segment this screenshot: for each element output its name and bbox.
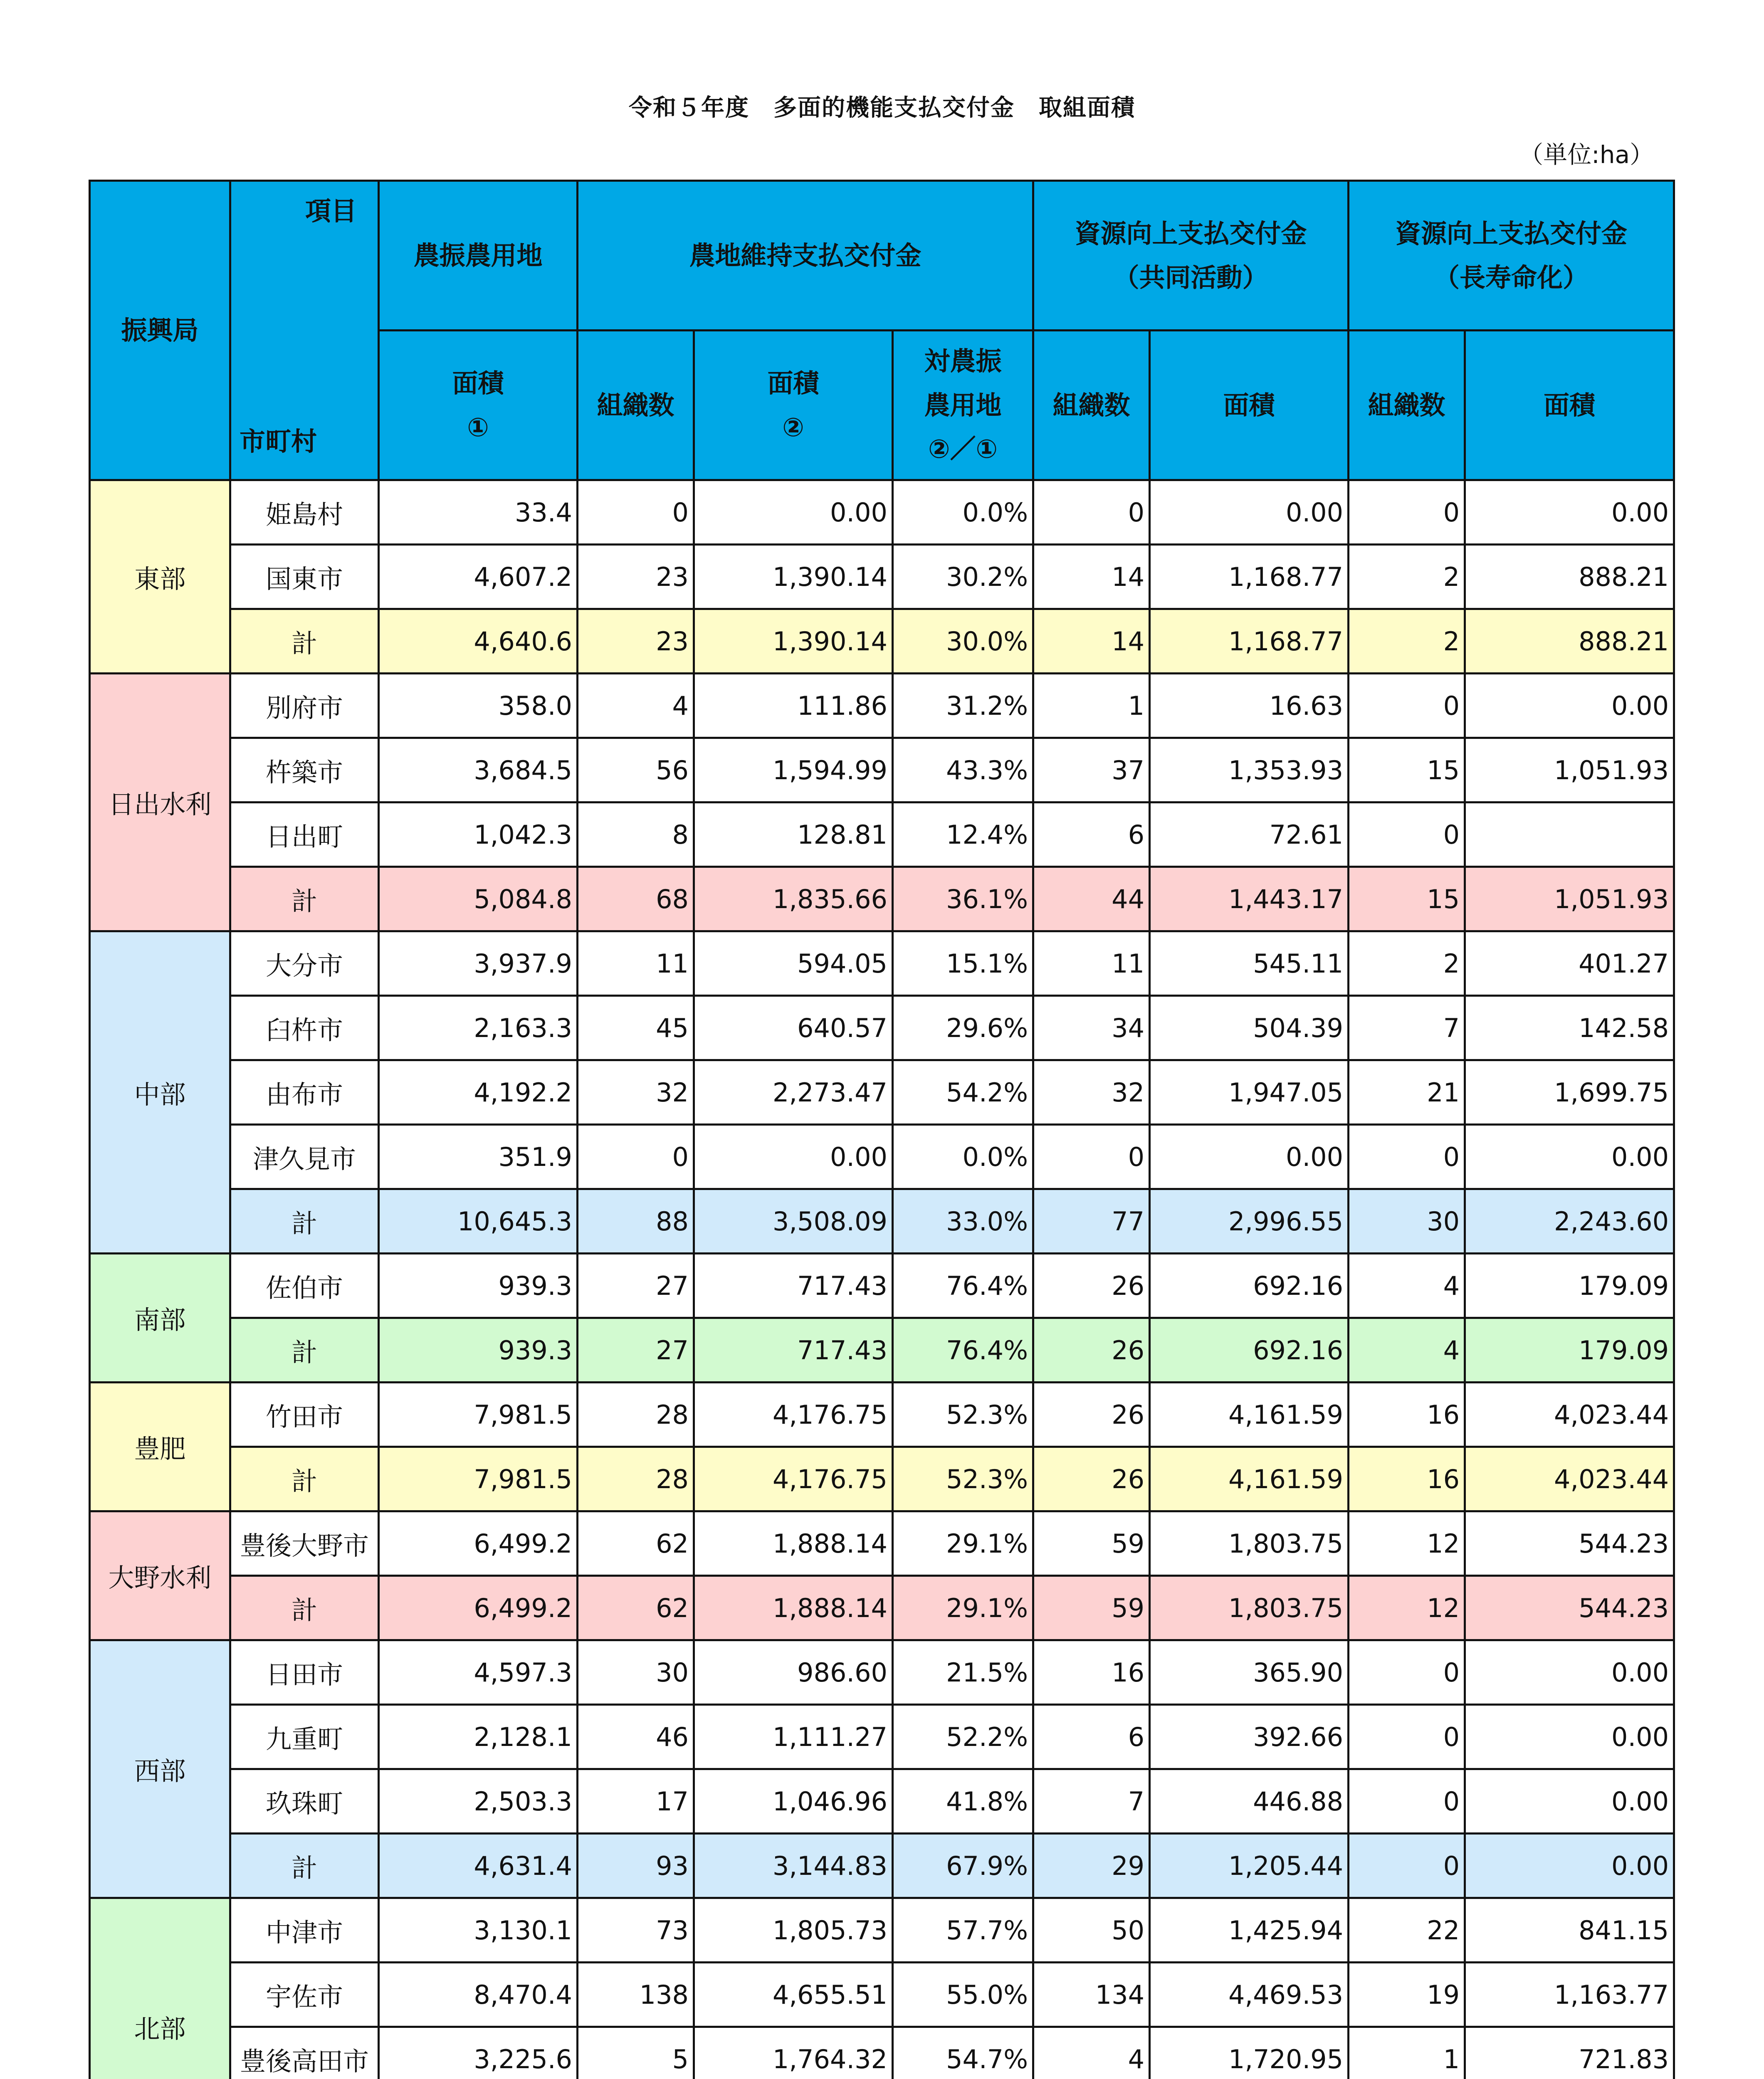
value-cell: 0.00 [694, 480, 893, 545]
value-cell: 76.4% [893, 1318, 1033, 1383]
value-cell: 351.9 [379, 1125, 578, 1189]
value-cell: 3,508.09 [694, 1189, 893, 1254]
value-cell: 56 [578, 738, 694, 802]
value-cell: 21.5% [893, 1640, 1033, 1705]
value-cell: 179.09 [1465, 1254, 1674, 1318]
value-cell: 4,640.6 [379, 609, 578, 674]
table-row [90, 1511, 1674, 1576]
value-cell: 0.00 [1150, 1125, 1349, 1189]
value-cell: 2 [1349, 609, 1465, 674]
value-cell: 1,888.14 [694, 1511, 893, 1576]
header-ratio-line2: 農用地 [924, 390, 1002, 420]
value-cell: 544.23 [1465, 1511, 1674, 1576]
municipality-cell: 別府市 [230, 674, 379, 738]
municipality-cell: 臼杵市 [230, 996, 379, 1060]
value-cell: 32 [1033, 1060, 1150, 1125]
table-body [90, 480, 1674, 2079]
value-cell: 4,161.59 [1150, 1383, 1349, 1447]
unit-label: （単位:ha） [1519, 141, 1654, 169]
value-cell: 52.3% [893, 1383, 1033, 1447]
value-cell: 7 [1033, 1769, 1150, 1834]
value-cell: 30 [578, 1640, 694, 1705]
value-cell: 6,499.2 [379, 1576, 578, 1640]
value-cell: 1,163.77 [1465, 1963, 1674, 2027]
value-cell: 31.2% [893, 674, 1033, 738]
value-cell: 17 [578, 1769, 694, 1834]
municipality-cell: 竹田市 [230, 1383, 379, 1447]
value-cell: 0 [1349, 1834, 1465, 1898]
value-cell: 111.86 [694, 674, 893, 738]
bureau-cell: 北部 [90, 1898, 230, 2079]
value-cell: 26 [1033, 1383, 1150, 1447]
subtotal-row [90, 609, 1674, 674]
value-cell: 4,631.4 [379, 1834, 578, 1898]
value-cell: 3,144.83 [694, 1834, 893, 1898]
value-cell: 0.00 [1465, 674, 1674, 738]
municipality-cell: 計 [230, 1189, 379, 1254]
municipality-cell: 日田市 [230, 1640, 379, 1705]
value-cell: 43.3% [893, 738, 1033, 802]
municipality-cell: 姫島村 [230, 480, 379, 545]
table-row [90, 545, 1674, 609]
value-cell: 0.00 [1150, 480, 1349, 545]
value-cell: 544.23 [1465, 1576, 1674, 1640]
value-cell: 30.0% [893, 609, 1033, 674]
value-cell: 0 [578, 1125, 694, 1189]
value-cell: 0 [1349, 1640, 1465, 1705]
value-cell: 10,645.3 [379, 1189, 578, 1254]
value-cell: 44 [1033, 867, 1150, 931]
bureau-cell: 日出水利 [90, 674, 230, 931]
header-ratio-line3: ②／① [928, 434, 998, 464]
subtotal-row [90, 1189, 1674, 1254]
table-row [90, 1705, 1674, 1769]
municipality-cell: 日出町 [230, 802, 379, 867]
value-cell: 14 [1033, 545, 1150, 609]
value-cell: 4,161.59 [1150, 1447, 1349, 1511]
value-cell: 0 [1349, 480, 1465, 545]
value-cell: 2,128.1 [379, 1705, 578, 1769]
value-cell: 392.66 [1150, 1705, 1349, 1769]
value-cell: 1,805.73 [694, 1898, 893, 1963]
subtotal-row [90, 1318, 1674, 1383]
value-cell: 1,168.77 [1150, 609, 1349, 674]
municipality-cell: 九重町 [230, 1705, 379, 1769]
value-cell: 27 [578, 1318, 694, 1383]
value-cell: 3,684.5 [379, 738, 578, 802]
value-cell: 57.7% [893, 1898, 1033, 1963]
municipality-cell: 大分市 [230, 931, 379, 996]
value-cell: 0 [1033, 1125, 1150, 1189]
value-cell: 62 [578, 1511, 694, 1576]
value-cell: 0.00 [1465, 1125, 1674, 1189]
page-title: 令和５年度 多面的機能支払交付金 取組面積 [629, 94, 1135, 121]
value-cell: 2 [1349, 931, 1465, 996]
value-cell: 26 [1033, 1318, 1150, 1383]
value-cell: 939.3 [379, 1254, 578, 1318]
value-cell: 14 [1033, 609, 1150, 674]
value-cell: 1,888.14 [694, 1576, 893, 1640]
header-ratio [893, 331, 1033, 480]
municipality-cell: 津久見市 [230, 1125, 379, 1189]
value-cell: 1,046.96 [694, 1769, 893, 1834]
value-cell: 1,042.3 [379, 802, 578, 867]
value-cell: 28 [578, 1383, 694, 1447]
value-cell: 545.11 [1150, 931, 1349, 996]
header-orgs-long: 組織数 [1349, 331, 1465, 480]
value-cell: 12.4% [893, 802, 1033, 867]
value-cell: 6 [1033, 1705, 1150, 1769]
value-cell: 29.6% [893, 996, 1033, 1060]
value-cell: 16.63 [1150, 674, 1349, 738]
value-cell: 1,699.75 [1465, 1060, 1674, 1125]
value-cell: 52.3% [893, 1447, 1033, 1511]
header-area-2-label: 面積 [767, 368, 819, 399]
table-row [90, 738, 1674, 802]
bureau-cell: 中部 [90, 931, 230, 1254]
header-area-long: 面積 [1465, 331, 1674, 480]
value-cell: 986.60 [694, 1640, 893, 1705]
value-cell: 1,111.27 [694, 1705, 893, 1769]
value-cell: 28 [578, 1447, 694, 1511]
value-cell: 401.27 [1465, 931, 1674, 996]
value-cell: 32 [578, 1060, 694, 1125]
value-cell: 41.8% [893, 1769, 1033, 1834]
value-cell: 4,192.2 [379, 1060, 578, 1125]
value-cell: 93 [578, 1834, 694, 1898]
value-cell: 0 [1349, 1125, 1465, 1189]
header-orgs-joint: 組織数 [1033, 331, 1150, 480]
value-cell: 5 [578, 2027, 694, 2079]
value-cell: 1,390.14 [694, 545, 893, 609]
value-cell: 1,168.77 [1150, 545, 1349, 609]
value-cell: 1,803.75 [1150, 1576, 1349, 1640]
municipality-cell: 由布市 [230, 1060, 379, 1125]
value-cell: 0 [1349, 674, 1465, 738]
value-cell: 721.83 [1465, 2027, 1674, 2079]
value-cell: 4,469.53 [1150, 1963, 1349, 2027]
value-cell: 365.90 [1150, 1640, 1349, 1705]
header-ratio-line1: 対農振 [924, 346, 1002, 377]
value-cell: 45 [578, 996, 694, 1060]
value-cell: 0.0% [893, 480, 1033, 545]
subtotal-row [90, 867, 1674, 931]
header-municipality: 市町村 [240, 426, 317, 457]
value-cell: 19 [1349, 1963, 1465, 2027]
value-cell: 0.0% [893, 1125, 1033, 1189]
value-cell: 68 [578, 867, 694, 931]
table-row [90, 1640, 1674, 1705]
value-cell: 6 [1033, 802, 1150, 867]
value-cell: 7,981.5 [379, 1447, 578, 1511]
header-farmland: 農振農用地 [379, 181, 578, 331]
municipality-cell: 計 [230, 867, 379, 931]
municipality-cell: 玖珠町 [230, 1769, 379, 1834]
value-cell [1465, 802, 1674, 867]
value-cell: 72.61 [1150, 802, 1349, 867]
bureau-cell: 西部 [90, 1640, 230, 1898]
value-cell: 33.4 [379, 480, 578, 545]
value-cell: 0.00 [1465, 1769, 1674, 1834]
value-cell: 23 [578, 609, 694, 674]
municipality-cell: 佐伯市 [230, 1254, 379, 1318]
value-cell: 692.16 [1150, 1318, 1349, 1383]
municipality-cell: 豊後高田市 [230, 2027, 379, 2079]
header-area-2-mark: ② [782, 412, 804, 442]
header-maintenance: 農地維持支払交付金 [578, 181, 1033, 331]
value-cell: 4,655.51 [694, 1963, 893, 2027]
header-resource-long-line1: 資源向上支払交付金 [1395, 218, 1628, 249]
value-cell: 0.00 [1465, 1834, 1674, 1898]
table-row [90, 996, 1674, 1060]
table-row [90, 1898, 1674, 1963]
value-cell: 2,243.60 [1465, 1189, 1674, 1254]
bureau-cell: 豊肥 [90, 1383, 230, 1511]
header-diagonal-cell [230, 181, 379, 480]
value-cell: 76.4% [893, 1254, 1033, 1318]
value-cell: 21 [1349, 1060, 1465, 1125]
value-cell: 15.1% [893, 931, 1033, 996]
table-row [90, 1383, 1674, 1447]
value-cell: 3,130.1 [379, 1898, 578, 1963]
value-cell: 15 [1349, 867, 1465, 931]
value-cell: 1,051.93 [1465, 867, 1674, 931]
value-cell: 0.00 [1465, 1640, 1674, 1705]
value-cell: 1,803.75 [1150, 1511, 1349, 1576]
value-cell: 1,443.17 [1150, 867, 1349, 931]
table-row [90, 1769, 1674, 1834]
header-orgs-maint: 組織数 [578, 331, 694, 480]
value-cell: 717.43 [694, 1318, 893, 1383]
value-cell: 2 [1349, 545, 1465, 609]
value-cell: 16 [1033, 1640, 1150, 1705]
value-cell: 640.57 [694, 996, 893, 1060]
municipality-cell: 計 [230, 1318, 379, 1383]
value-cell: 36.1% [893, 867, 1033, 931]
value-cell: 23 [578, 545, 694, 609]
municipality-cell: 杵築市 [230, 738, 379, 802]
value-cell: 504.39 [1150, 996, 1349, 1060]
value-cell: 4,023.44 [1465, 1447, 1674, 1511]
value-cell: 52.2% [893, 1705, 1033, 1769]
value-cell: 1,353.93 [1150, 738, 1349, 802]
value-cell: 29 [1033, 1834, 1150, 1898]
value-cell: 1,425.94 [1150, 1898, 1349, 1963]
value-cell: 55.0% [893, 1963, 1033, 2027]
header-area-1-label: 面積 [452, 368, 504, 399]
value-cell: 138 [578, 1963, 694, 2027]
value-cell: 4 [1349, 1318, 1465, 1383]
municipality-cell: 国東市 [230, 545, 379, 609]
value-cell: 26 [1033, 1447, 1150, 1511]
municipality-cell: 豊後大野市 [230, 1511, 379, 1576]
value-cell: 15 [1349, 738, 1465, 802]
value-cell: 11 [1033, 931, 1150, 996]
value-cell: 37 [1033, 738, 1150, 802]
header-resource-long-line2: （長寿命化） [1434, 262, 1589, 293]
header-resource-long [1349, 181, 1674, 331]
header-bureau: 振興局 [90, 181, 230, 480]
value-cell: 692.16 [1150, 1254, 1349, 1318]
value-cell: 30.2% [893, 545, 1033, 609]
value-cell: 77 [1033, 1189, 1150, 1254]
value-cell: 27 [578, 1254, 694, 1318]
value-cell: 33.0% [893, 1189, 1033, 1254]
value-cell: 1,720.95 [1150, 2027, 1349, 2079]
subtotal-row [90, 1576, 1674, 1640]
value-cell: 3,937.9 [379, 931, 578, 996]
value-cell: 1,205.44 [1150, 1834, 1349, 1898]
value-cell: 179.09 [1465, 1318, 1674, 1383]
value-cell: 0 [1349, 1705, 1465, 1769]
value-cell: 2,996.55 [1150, 1189, 1349, 1254]
value-cell: 134 [1033, 1963, 1150, 2027]
value-cell: 4 [1033, 2027, 1150, 2079]
value-cell: 29.1% [893, 1511, 1033, 1576]
value-cell: 54.2% [893, 1060, 1033, 1125]
value-cell: 1,390.14 [694, 609, 893, 674]
value-cell: 939.3 [379, 1318, 578, 1383]
value-cell: 29.1% [893, 1576, 1033, 1640]
value-cell: 0.00 [694, 1125, 893, 1189]
value-cell: 0.00 [1465, 1705, 1674, 1769]
value-cell: 1,947.05 [1150, 1060, 1349, 1125]
value-cell: 4 [1349, 1254, 1465, 1318]
value-cell: 0 [578, 480, 694, 545]
bureau-cell: 大野水利 [90, 1511, 230, 1640]
municipality-cell: 宇佐市 [230, 1963, 379, 2027]
value-cell: 1,594.99 [694, 738, 893, 802]
value-cell: 12 [1349, 1511, 1465, 1576]
header-area-1-mark: ① [467, 412, 489, 442]
value-cell: 73 [578, 1898, 694, 1963]
value-cell: 8 [578, 802, 694, 867]
value-cell: 4,176.75 [694, 1383, 893, 1447]
value-cell: 1 [1349, 2027, 1465, 2079]
value-cell: 446.88 [1150, 1769, 1349, 1834]
value-cell: 888.21 [1465, 609, 1674, 674]
value-cell: 0 [1349, 1769, 1465, 1834]
header-area-1 [379, 331, 578, 480]
value-cell: 6,499.2 [379, 1511, 578, 1576]
value-cell: 4,176.75 [694, 1447, 893, 1511]
value-cell: 59 [1033, 1511, 1150, 1576]
area-table [89, 180, 1675, 2079]
value-cell: 62 [578, 1576, 694, 1640]
value-cell: 358.0 [379, 674, 578, 738]
value-cell: 2,163.3 [379, 996, 578, 1060]
table-row [90, 480, 1674, 545]
value-cell: 16 [1349, 1383, 1465, 1447]
value-cell: 46 [578, 1705, 694, 1769]
value-cell: 1,764.32 [694, 2027, 893, 2079]
subtotal-row [90, 1834, 1674, 1898]
value-cell: 4,023.44 [1465, 1383, 1674, 1447]
header-area-2 [694, 331, 893, 480]
value-cell: 841.15 [1465, 1898, 1674, 1963]
value-cell: 34 [1033, 996, 1150, 1060]
value-cell: 128.81 [694, 802, 893, 867]
table-row [90, 802, 1674, 867]
value-cell: 2,503.3 [379, 1769, 578, 1834]
value-cell: 3,225.6 [379, 2027, 578, 2079]
value-cell: 594.05 [694, 931, 893, 996]
value-cell: 4 [578, 674, 694, 738]
header-resource-joint-line1: 資源向上支払交付金 [1075, 218, 1307, 249]
value-cell: 142.58 [1465, 996, 1674, 1060]
value-cell: 26 [1033, 1254, 1150, 1318]
value-cell: 4,597.3 [379, 1640, 578, 1705]
municipality-cell: 中津市 [230, 1898, 379, 1963]
municipality-cell: 計 [230, 1576, 379, 1640]
value-cell: 888.21 [1465, 545, 1674, 609]
value-cell: 8,470.4 [379, 1963, 578, 2027]
value-cell: 7,981.5 [379, 1383, 578, 1447]
value-cell: 717.43 [694, 1254, 893, 1318]
value-cell: 0.00 [1465, 480, 1674, 545]
value-cell: 16 [1349, 1447, 1465, 1511]
value-cell: 88 [578, 1189, 694, 1254]
value-cell: 1 [1033, 674, 1150, 738]
municipality-cell: 計 [230, 1447, 379, 1511]
header-resource-joint [1033, 181, 1349, 331]
value-cell: 2,273.47 [694, 1060, 893, 1125]
municipality-cell: 計 [230, 1834, 379, 1898]
table-row [90, 1060, 1674, 1125]
table-row [90, 674, 1674, 738]
table-row [90, 1963, 1674, 2027]
table-row [90, 1125, 1674, 1189]
header-item: 項目 [305, 196, 357, 226]
table-row [90, 1254, 1674, 1318]
value-cell: 1,051.93 [1465, 738, 1674, 802]
value-cell: 4,607.2 [379, 545, 578, 609]
value-cell: 50 [1033, 1898, 1150, 1963]
table-row [90, 931, 1674, 996]
value-cell: 12 [1349, 1576, 1465, 1640]
value-cell: 59 [1033, 1576, 1150, 1640]
value-cell: 67.9% [893, 1834, 1033, 1898]
value-cell: 5,084.8 [379, 867, 578, 931]
value-cell: 0 [1349, 802, 1465, 867]
value-cell: 54.7% [893, 2027, 1033, 2079]
value-cell: 1,835.66 [694, 867, 893, 931]
header-resource-joint-line2: （共同活動） [1113, 262, 1268, 293]
municipality-cell: 計 [230, 609, 379, 674]
value-cell: 30 [1349, 1189, 1465, 1254]
value-cell: 22 [1349, 1898, 1465, 1963]
bureau-cell: 東部 [90, 480, 230, 674]
value-cell: 7 [1349, 996, 1465, 1060]
subtotal-row [90, 1447, 1674, 1511]
value-cell: 11 [578, 931, 694, 996]
bureau-cell: 南部 [90, 1254, 230, 1383]
table-row [90, 2027, 1674, 2079]
header-area-joint: 面積 [1150, 331, 1349, 480]
value-cell: 0 [1033, 480, 1150, 545]
